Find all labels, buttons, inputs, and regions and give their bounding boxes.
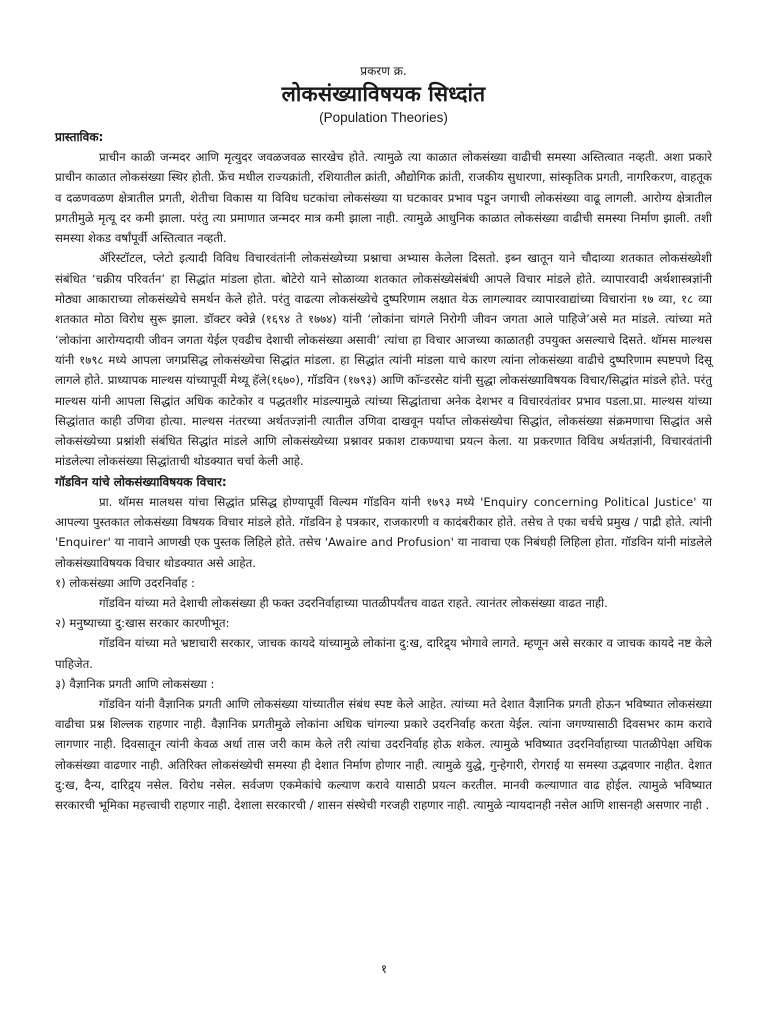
godwin-point-2-heading: २) मनुष्याच्या दु:खास सरकार कारणीभूत: bbox=[55, 616, 230, 631]
godwin-paragraph-1: प्रा. थॉमस मालथस यांचा सिद्धांत प्रसिद्ध होण्यापूर्वी विल्यम गॉडविन यांनी १७९३ मध्ये 'Enquiry concerning Political Justice' या आपल्या पुस्तकात लोकसंख्या विषयक विचार मांडले होते. गॉडविन हे पत्रकार, राजकारणी व कादंबरीकार होते. तसेच ते एका चर्चचे प्रमुख / पाद्री होते. त्यांनी 'Enquirer' या नावाने आणखी एक पुस्तक लिहिले होते. तसेच 'Awaire and Profusion' या नावाचा एक निबंधही लिहिला होता. गॉडविन यांनी मांडलेले लोकसंख्याविषयक विचार थोडक्यात असे आहेत. bbox=[55, 494, 712, 570]
intro-paragraph-1: प्राचीन काळी जन्मदर आणि मृत्युदर जवळजवळ सारखेच होते. त्यामुळे त्या काळात लोकसंख्या वाढीची समस्या अस्तित्वात नव्हती. अशा प्रकारे प्राचीन काळात लोकसंख्या स्थिर होती. फ्रेंच मधील राज्यक्रांती, रशियातील क्रांती, औद्योगिक क्रांती, राजकीय सुधारणा, सांस्कृतिक प्रगती, नागरिकरण, वाहतूक व दळणवळण क्षेत्रातील प्रगती, शेतीचा विकास या विविध घटकांचा लोकसंख्या या घटकावर प्रभाव पडून जगाची लोकसंख्या वाढू लागली. आरोग्य क्षेत्रातील प्रगतीमुळे मृत्यू दर कमी झाला. परंतु त्या प्रमाणात जन्मदर मात्र कमी झाला नाही. त्यामुळे आधुनिक काळात लोकसंख्या वाढीची समस्या निर्माण झाली. तशी समस्या शेकड वर्षांपूर्वी अस्तित्वात नव्हती. bbox=[55, 150, 712, 246]
godwin-point-3-text: गॉडविन यांनी वैज्ञानिक प्रगती आणि लोकसंख्या यांच्यातील संबंध स्पष्ट केले आहेत. त्यांच्या मते देशात वैज्ञानिक प्रगती होऊन भविष्यात लोकसंख्या वाढीचा प्रश्न शिल्लक राहणार नाही. वैज्ञानिक प्रगतीमुळे लोकांना अधिक चांगल्या प्रकारे उदरनिर्वाह करता येईल. त्यांना जगण्यासाठी दिवसभर काम करावे लागणार नाही. दिवसातून त्यांनी केवळ अर्धा तास जरी काम केले तरी त्यांचा उदरनिर्वाह होऊ शकेल. त्यामुळे भविष्यात उदरनिर्वाहाच्या पातळीपेक्षा अधिक लोकसंख्या वाढणार नाही. अतिरिक्त लोकसंख्येची समस्या ही देशात निर्माण होणार नाही. त्यामुळे युद्धे, गुन्हेगारी, रोगराई या समस्या उद्भवणार नाहीत. देशात दु:ख, दैन्य, दारिद्र्य नसेल. विरोध नसेल. सर्वजण एकमेकांचे कल्याण करावे यासाठी प्रयत्न करतील. मानवी कल्याणात वाढ होईल. त्यामुळे भविष्यात सरकारची भूमिका महत्त्वाची राहणार नाही. देशाला सरकारची / शासन संस्थेची गरजही राहणार नाही. त्यामुळे न्यायदानही नसेल आणि शासनही असणार नाही . bbox=[55, 696, 712, 813]
chapter-label: प्रकरण क्र. bbox=[360, 64, 407, 78]
godwin-point-3-heading: ३) वैज्ञानिक प्रगती आणि लोकसंख्या : bbox=[55, 676, 215, 691]
godwin-heading: गॉडविन यांचे लोकसंख्याविषयक विचार: bbox=[55, 474, 227, 489]
intro-heading: प्रास्ताविक: bbox=[55, 130, 104, 144]
page-title: लोकसंख्याविषयक सिध्दांत bbox=[281, 82, 486, 106]
intro-paragraph-2: ॲरिस्टॉटल, प्लेटो इत्यादी विविध विचारवंतांनी लोकसंख्येच्या प्रश्नाचा अभ्यास केलेला दिसतो. इब्न खातून याने चौदाव्या शतकात लोकसंख्येशी संबंधित ‘चक्रीय परिवर्तन’ हा सिद्धांत मांडला होता. बोटेरो याने सोळाव्या शतकात लोकसंख्येसंबंधी आपले विचार मांडले होते. व्यापारवादी अर्थशास्त्रज्ञांनी मोठ्या आकाराच्या लोकसंख्येचे समर्थन केले होते. परंतु वाढत्या लोकसंख्येचे दुष्परिणाम लक्षात येऊ लागल्यावर व्यापारवाद्यांच्या विचारांना १७ व्या, १८ व्या शतकात मोठा विरोध सुरू झाला. डॉक्टर क्वेन्ने (१६९४ ते १७७४) यांनी ‘लोकांना चांगले निरोगी जीवन जगता आले पाहिजे’असे मत मांडले. त्यांच्या मते ‘लोकांना आरोग्यदायी जीवन जगता येईल एवढीच देशाची लोकसंख्या असावी’ त्यांचा हा विचार आजच्या काळातही उपयुक्त असल्याचे दिसते. थॉमस माल्थस यांनी १७९८ मध्ये आपला जगप्रसिद्ध लोकसंख्येचा सिद्धांत मांडला. हा सिद्धांत त्यांनी मांडला याचे कारण त्यांना लोकसंख्या वाढीचे दुष्परिणाम स्पष्टपणे दिसू लागले होते. प्राध्यापक माल्थस यांच्यापूर्वी मेथ्यू हॅले(१६७०), गॉडविन (१७९३) आणि कॉन्डरसेट यांनी सुद्धा लोकसंख्याविषयक विचार/सिद्धांत मांडले होते. परंतु माल्थस यांनी आपला सिद्धांत अधिक काटेकोर व पद्धतशीर मांडल्यामुळे त्यांच्या सिद्धांताचा अनेक देशभर व विचारवंतांवर प्रभाव पडला.प्रा. माल्थस यांच्या सिद्धांतात काही उणिवा होत्या. माल्थस नंतरच्या अर्थतज्ज्ञांनी त्यातील उणिवा दाखवून पर्याप्त लोकसंख्येचा सिद्धांत, लोकसंख्या संक्रमणाचा सिद्धांत असे लोकसंख्येच्या प्रश्नांशी संबंधित सिद्धांत मांडले आणि लोकसंख्येच्या प्रश्नावर प्रकाश टाकण्याचा प्रयत्न केला. या प्रकरणात विविध अर्थतज्ञांनी, विचारवंतांनी मांडलेल्या लोकसंख्या सिद्धांताची थोडक्यात चर्चा केली आहे. bbox=[55, 251, 712, 469]
godwin-point-2-text: गॉडविन यांच्या मते भ्रष्टाचारी सरकार, जाचक कायदे यांच्यामुळे लोकांना दु:ख, दारिद्र्य भोगावे लागते. म्हणून असे सरकार व जाचक कायदे नष्ट केले पाहिजेत. bbox=[55, 636, 712, 671]
page-number: १ bbox=[380, 962, 388, 976]
godwin-point-1-heading: १) लोकसंख्या आणि उदरनिर्वाह : bbox=[55, 575, 195, 590]
godwin-point-1-text: गॉडविन यांच्या मते देशाची लोकसंख्या ही फक्त उदरनिर्वाहाच्या पातळीपर्यंतच वाढत राहते. त्यानंतर लोकसंख्या वाढत नाही. bbox=[99, 595, 608, 610]
page-subtitle: (Population Theories) bbox=[319, 110, 448, 125]
